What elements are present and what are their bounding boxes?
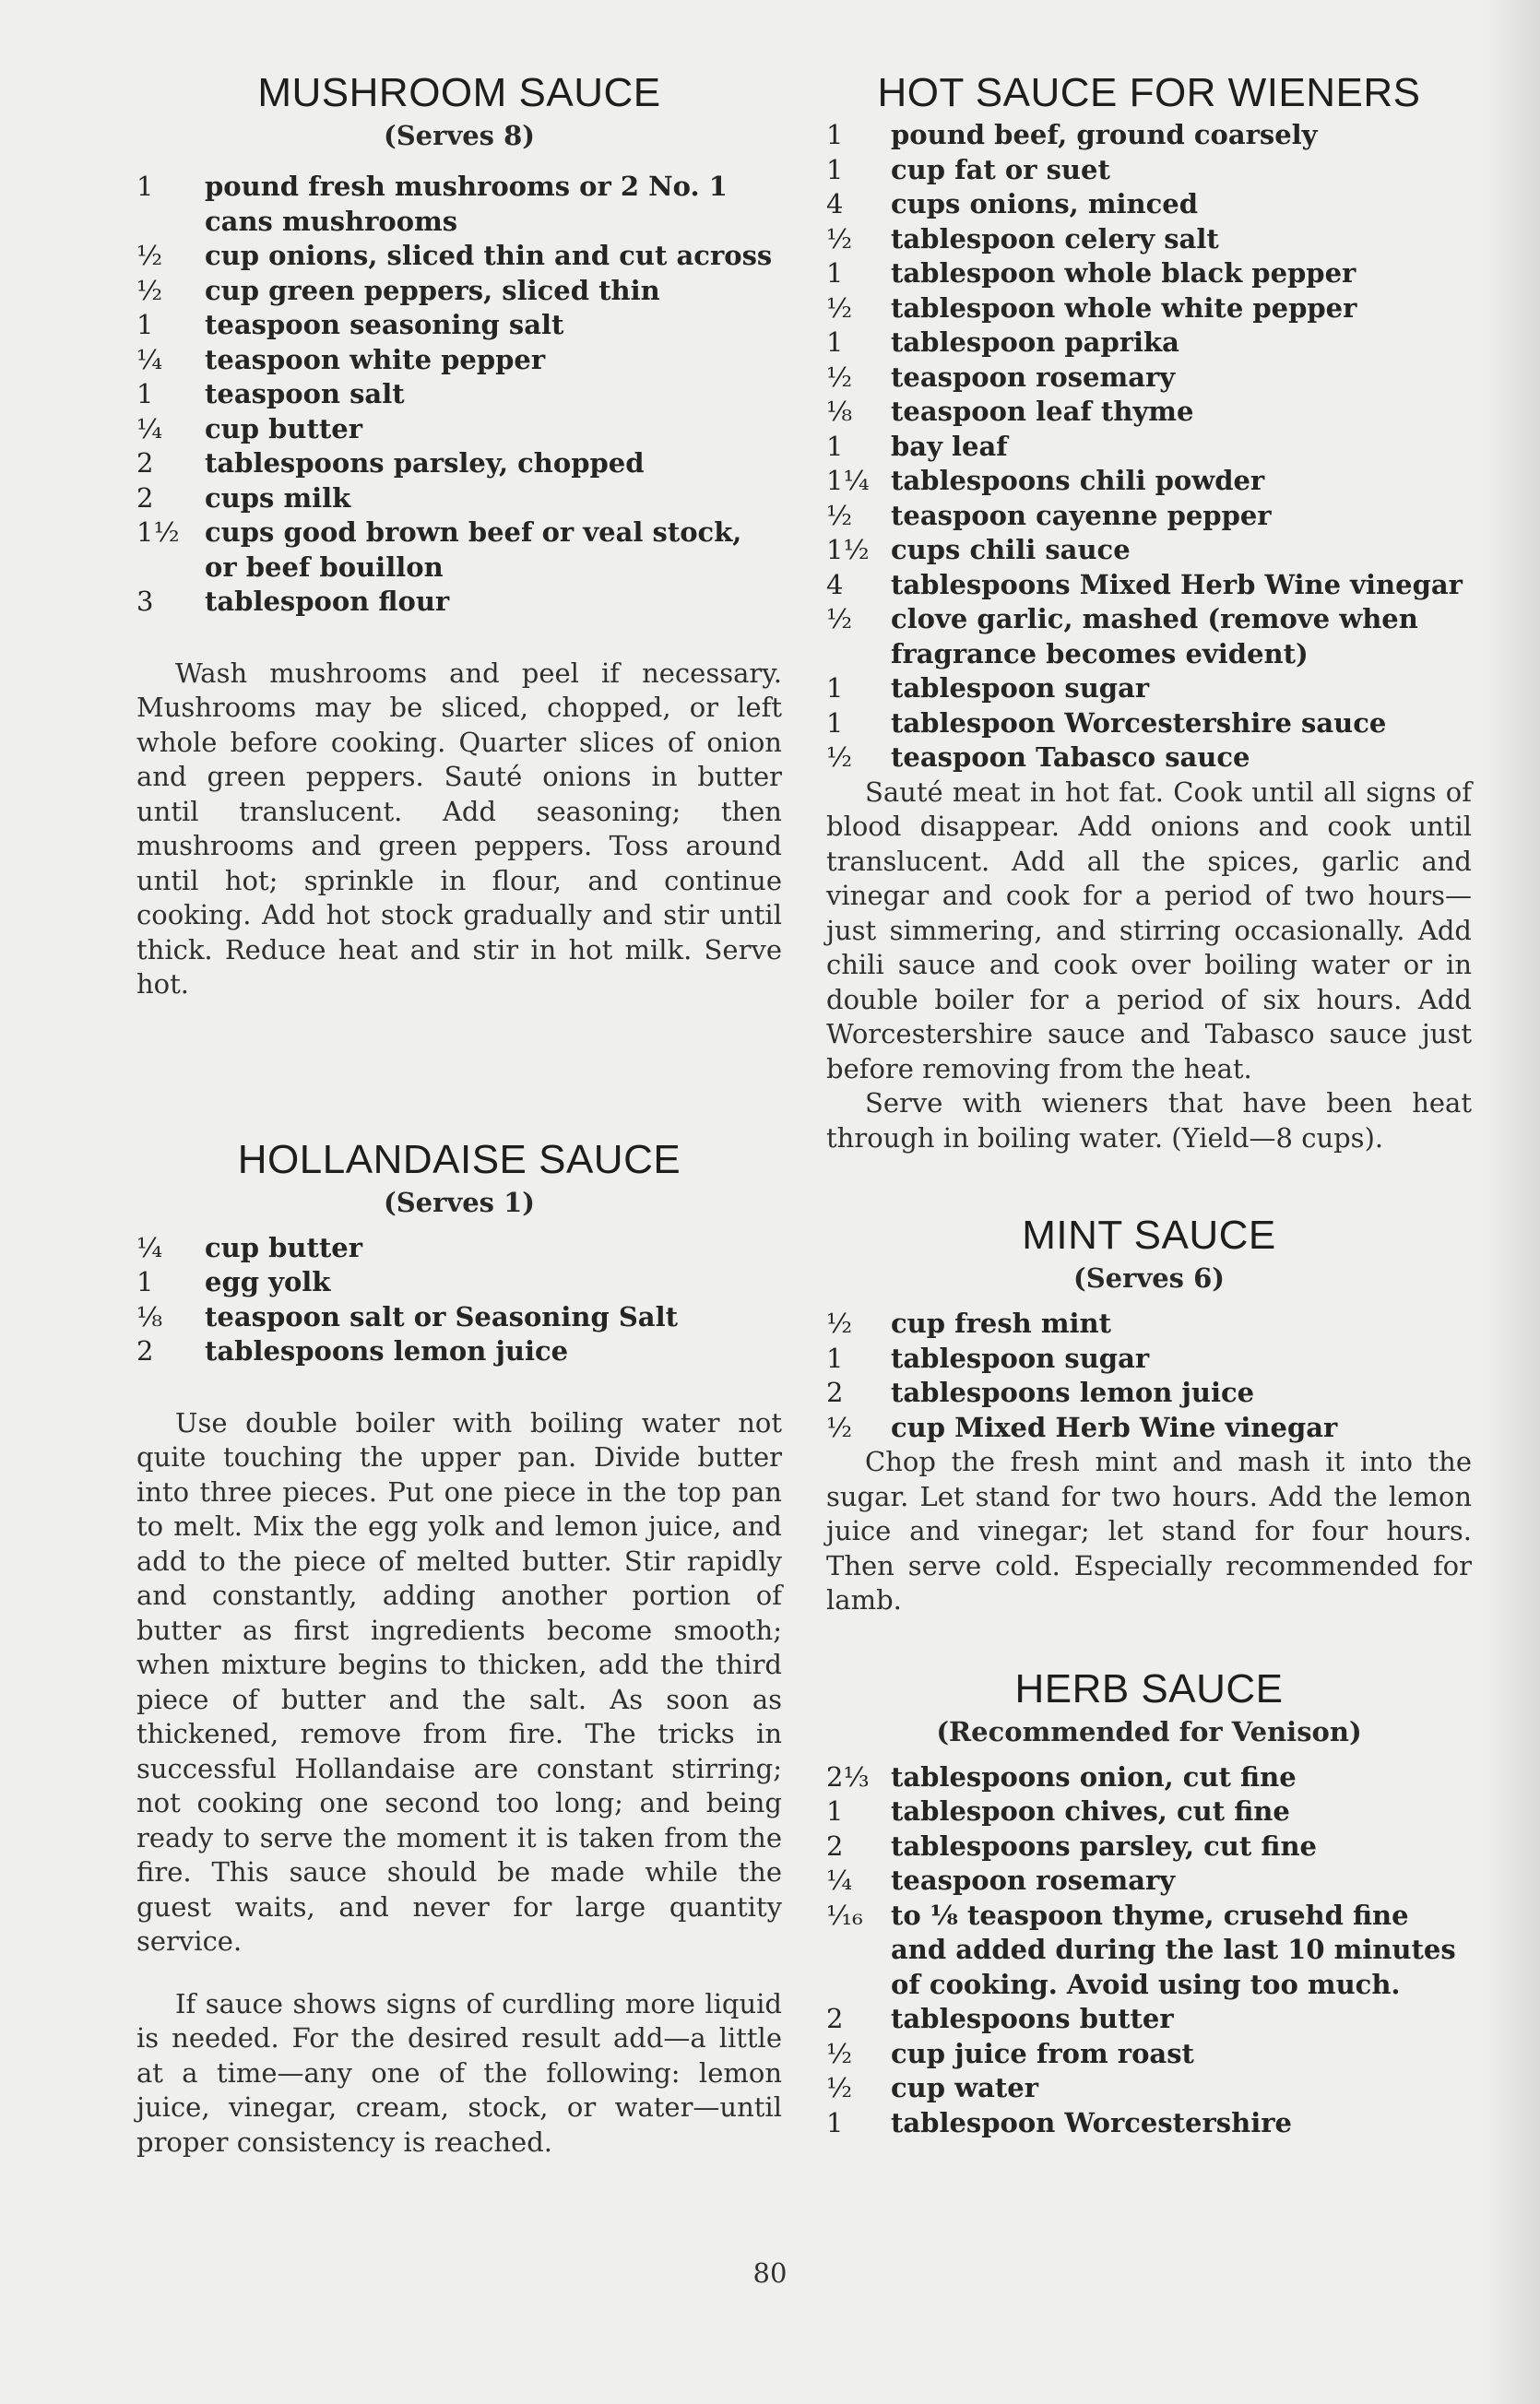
- ingredient: [826, 430, 1472, 465]
- recipe-serves: (Serves 6): [1072, 1262, 1226, 1294]
- ingredient-text: pound beef, ground coarsely: [891, 119, 1318, 150]
- recipe-title: HERB SAUCE: [1014, 1665, 1284, 1711]
- recipe-serves: (Serves 1): [383, 1186, 536, 1218]
- ingredient: [826, 2002, 1472, 2037]
- ingredient: [136, 343, 782, 378]
- ingredient: [826, 1376, 1472, 1411]
- ingredient: [826, 2071, 1472, 2106]
- ingredient-qty: ½: [826, 2072, 853, 2103]
- ingredient-text: teaspoon seasoning salt: [205, 309, 564, 340]
- recipe-directions-note: If sauce shows signs of curdling more liquid is needed. For the desired result add—a little at a time—any one of the following: lemon juice, vinegar, cream, stock, or water—until proper consistency is reached.: [136, 1987, 782, 2158]
- ingredient: [136, 308, 782, 343]
- ingredient-text: tablespoon Worcestershire sauce: [891, 706, 1387, 739]
- ingredient: [826, 1830, 1472, 1865]
- ingredient-qty: 1: [826, 326, 844, 358]
- ingredient: [826, 395, 1472, 430]
- ingredient: [826, 671, 1472, 706]
- hollandaise-sauce-recipe: [136, 1137, 782, 2161]
- ingredient-text: tablespoons lemon juice: [891, 1377, 1255, 1408]
- ingredient-list: [136, 1231, 782, 1369]
- ingredient-qty: 3: [136, 586, 154, 617]
- ingredient-qty: 1: [136, 378, 154, 409]
- ingredient-text: cup butter: [205, 1231, 362, 1263]
- ingredient-qty: ½: [826, 1411, 853, 1443]
- ingredient: [826, 291, 1472, 326]
- ingredient: [826, 499, 1472, 534]
- ingredient-qty: ¼: [136, 412, 163, 444]
- ingredient-text: cup water: [891, 2072, 1038, 2103]
- ingredient-qty: 1: [826, 153, 844, 185]
- ingredient: [136, 446, 782, 481]
- ingredient-text: tablespoon chives, cut fine: [891, 1795, 1290, 1827]
- ingredient-text: teaspoon rosemary: [891, 361, 1176, 393]
- mushroom-sauce-recipe: [136, 70, 782, 1002]
- ingredient-qty: 1: [136, 171, 154, 202]
- ingredient: [826, 361, 1472, 396]
- ingredient-text: tablespoon whole black pepper: [891, 257, 1356, 289]
- ingredient-list: [826, 1760, 1472, 2141]
- ingredient-text: tablespoons parsley, cut fine: [891, 1830, 1317, 1862]
- ingredient: [826, 464, 1472, 499]
- ingredient-qty: 1: [136, 1266, 154, 1297]
- ingredient: [826, 222, 1472, 257]
- ingredient-text: cups milk: [205, 481, 351, 514]
- ingredient: [826, 326, 1472, 361]
- right-column: [826, 70, 1472, 2140]
- ingredient-text: cup fat or suet: [891, 153, 1110, 185]
- ingredient-qty: 1: [826, 2106, 844, 2138]
- ingredient: [826, 740, 1472, 776]
- ingredient-qty: ½: [826, 1308, 853, 1339]
- recipe-serves: (Serves 8): [383, 120, 536, 151]
- ingredient: [136, 377, 782, 412]
- ingredient: [826, 256, 1472, 291]
- ingredient-qty: 2: [136, 1335, 154, 1367]
- ingredient-qty: 2: [136, 447, 154, 479]
- ingredient: [136, 412, 782, 447]
- ingredient-qty: ½: [136, 240, 163, 271]
- ingredient-text: tablespoons parsley, chopped: [205, 447, 645, 479]
- ingredient-qty: 2: [826, 2003, 844, 2034]
- ingredient: [826, 1307, 1472, 1342]
- mint-sauce-recipe: [826, 1213, 1472, 1618]
- ingredient-qty: 2⅓: [826, 1760, 870, 1793]
- ingredient-text: tablespoon sugar: [891, 1342, 1150, 1374]
- ingredient-qty: ¹⁄₁₆: [826, 1899, 863, 1931]
- ingredient-qty: 1: [826, 1342, 844, 1374]
- ingredient-qty: ½: [136, 274, 163, 306]
- ingredient: [136, 1300, 782, 1335]
- hot-sauce-recipe: [826, 70, 1472, 1155]
- ingredient-text: tablespoons chili powder: [891, 465, 1265, 496]
- ingredient-text: tablespoons Mixed Herb Wine vinegar: [891, 568, 1463, 600]
- ingredient-text: tablespoons butter: [891, 2003, 1174, 2034]
- ingredient-text: teaspoon salt or Seasoning Salt: [205, 1300, 679, 1332]
- ingredient-text: tablespoon flour: [205, 586, 450, 617]
- ingredient-qty: 1: [826, 1795, 844, 1827]
- ingredient-text: teaspoon cayenne pepper: [891, 499, 1272, 531]
- ingredient-qty: ½: [826, 2037, 853, 2069]
- ingredient-text: teaspoon white pepper: [205, 343, 546, 375]
- ingredient: [826, 1794, 1472, 1830]
- ingredient: [136, 515, 782, 585]
- ingredient-qty: 2: [826, 1830, 844, 1862]
- ingredient: [136, 585, 782, 620]
- ingredient-text: cup fresh mint: [891, 1308, 1112, 1339]
- ingredient-text: pound fresh mushrooms or 2 No. 1 cans mushrooms: [205, 171, 728, 237]
- ingredient-text: teaspoon leaf thyme: [891, 396, 1194, 427]
- ingredient-text: tablespoon Worcestershire: [891, 2106, 1292, 2138]
- recipe-directions: Sauté meat in hot fat. Cook until all signs of blood disappear. Add onions and cook until translucent. Add all the spices, garlic and vinegar and cook for a period of two hours—just simmering, and stirring occasionally. Add chili sauce and cook over boiling water or in double boiler for a period of six hours. Add Worcestershire sauce and Tabasco sauce just before removing from the heat.: [826, 776, 1472, 1084]
- ingredient-qty: ½: [826, 291, 853, 324]
- ingredient-qty: 4: [826, 568, 844, 600]
- ingredient-list: [826, 1307, 1472, 1445]
- ingredient-list: [826, 118, 1472, 776]
- ingredient: [826, 602, 1472, 671]
- recipe-title: HOLLANDAISE SAUCE: [237, 1136, 681, 1182]
- recipe-directions: Wash mushrooms and peel if necessary. Mushrooms may be sliced, chopped, or left whole before cooking. Quarter slices of onion and green peppers. Sauté onions in butter until translucent. Add seasoning; then mushrooms and green peppers. Toss around until hot; sprinkle in flour, and continue cooking. Add hot stock gradually and stir until thick. Reduce heat and stir in hot milk. Serve hot.: [136, 657, 782, 1000]
- recipe-title: MINT SAUCE: [1022, 1213, 1276, 1258]
- ingredient: [826, 533, 1472, 568]
- ingredient-qty: 1: [136, 309, 154, 340]
- ingredient: [826, 118, 1472, 153]
- ingredient: [136, 1334, 782, 1369]
- ingredient: [826, 1411, 1472, 1446]
- ingredient: [136, 481, 782, 516]
- ingredient-text: tablespoon sugar: [891, 672, 1150, 704]
- ingredient-text: tablespoon whole white pepper: [891, 291, 1357, 324]
- ingredient: [826, 153, 1472, 188]
- ingredient-qty: 2: [826, 1377, 844, 1408]
- ingredient-qty: 1: [826, 430, 844, 462]
- ingredient-qty: 1: [826, 257, 844, 289]
- ingredient-qty: 1: [826, 706, 844, 739]
- ingredient-list: [136, 170, 782, 620]
- ingredient-text: cup onions, sliced thin and cut across: [205, 240, 773, 271]
- ingredient-qty: ½: [826, 361, 853, 393]
- ingredient-qty: 1: [826, 672, 844, 704]
- ingredient-qty: 4: [826, 188, 844, 219]
- ingredient-text: teaspoon Tabasco sauce: [891, 741, 1250, 773]
- ingredient-text: tablespoon paprika: [891, 326, 1179, 358]
- ingredient-qty: 1¼: [826, 465, 870, 496]
- ingredient-qty: ½: [826, 603, 853, 634]
- ingredient: [826, 1864, 1472, 1899]
- ingredient-qty: ¼: [136, 343, 163, 375]
- ingredient: [826, 2106, 1472, 2141]
- recipe-title: MUSHROOM SAUCE: [257, 70, 661, 115]
- ingredient-qty: ⅛: [136, 1300, 163, 1332]
- ingredient-qty: 1½: [136, 516, 180, 548]
- ingredient-qty: ¼: [826, 1865, 853, 1896]
- ingredient-text: cup juice from roast: [891, 2037, 1194, 2069]
- recipe-directions: Chop the fresh mint and mash it into the sugar. Let stand for two hours. Add the lemon juice and vinegar; let stand for four hours. Then serve cold. Especially recommended for lamb.: [826, 1446, 1472, 1616]
- ingredient-text: cup green peppers, sliced thin: [205, 274, 660, 306]
- ingredient: [136, 274, 782, 309]
- ingredient-qty: ½: [826, 741, 853, 773]
- ingredient-text: egg yolk: [205, 1266, 331, 1297]
- ingredient: [826, 1899, 1472, 2003]
- ingredient: [826, 187, 1472, 222]
- herb-sauce-recipe: [826, 1666, 1472, 2141]
- ingredient-qty: ⅛: [826, 396, 853, 427]
- ingredient-qty: ½: [826, 222, 853, 255]
- ingredient: [136, 1231, 782, 1266]
- ingredient: [826, 706, 1472, 741]
- ingredient-qty: ½: [826, 499, 853, 531]
- page-number: 80: [752, 2257, 788, 2289]
- recipe-title: HOT SAUCE FOR WIENERS: [877, 70, 1421, 115]
- ingredient-text: to ⅛ teaspoon thyme, crusehd fine and added during the last 10 minutes of cooking. Avoid using too much.: [891, 1899, 1456, 2000]
- ingredient-qty: 2: [136, 481, 154, 514]
- ingredient-text: cups onions, minced: [891, 188, 1199, 219]
- recipe-directions: Use double boiler with boiling water not quite touching the upper pan. Divide butter into three pieces. Put one piece in the top pan to melt. Mix the egg yolk and lemon juice, and add to the piece of melted butter. Stir rapidly and constantly, adding another portion of butter as first ingredients become smooth; when mixture begins to thicken, add the third piece of butter and the salt. As soon as thickened, remove from fire. The tricks in successful Hollandaise are constant stirring; not cooking one second too long; and being ready to serve the moment it is taken from the fire. This sauce should be made while the guest waits, and never for large quantity service.: [136, 1406, 782, 1957]
- ingredient: [826, 1342, 1472, 1377]
- page-edge-shadow: [1485, 0, 1540, 2404]
- ingredient-qty: 1½: [826, 534, 870, 565]
- ingredient-text: teaspoon salt: [205, 378, 405, 409]
- ingredient: [136, 1265, 782, 1300]
- ingredient-text: bay leaf: [891, 430, 1008, 462]
- ingredient-qty: 1: [826, 119, 844, 150]
- left-column: [136, 70, 782, 2160]
- ingredient-text: clove garlic, mashed (remove when fragrance becomes evident): [891, 603, 1418, 669]
- ingredient-qty: ¼: [136, 1231, 163, 1263]
- ingredient-text: tablespoons onion, cut fine: [891, 1760, 1297, 1793]
- ingredient: [826, 2037, 1472, 2072]
- recipe-recommendation: (Recommended for Venison): [936, 1715, 1362, 1747]
- ingredient-text: cups chili sauce: [891, 534, 1131, 565]
- ingredient: [136, 239, 782, 274]
- ingredient-text: cups good brown beef or veal stock, or beef bouillon: [205, 516, 742, 583]
- ingredient-text: teaspoon rosemary: [891, 1865, 1176, 1896]
- ingredient: [826, 1760, 1472, 1795]
- ingredient: [826, 568, 1472, 603]
- ingredient-text: cup butter: [205, 412, 362, 444]
- ingredient-text: tablespoon celery salt: [891, 222, 1219, 255]
- ingredient-text: cup Mixed Herb Wine vinegar: [891, 1411, 1338, 1443]
- ingredient-text: tablespoons lemon juice: [205, 1335, 569, 1367]
- ingredient: [136, 170, 782, 239]
- recipe-serving-note: Serve with wieners that have been heat through in boiling water. (Yield—8 cups).: [826, 1087, 1472, 1154]
